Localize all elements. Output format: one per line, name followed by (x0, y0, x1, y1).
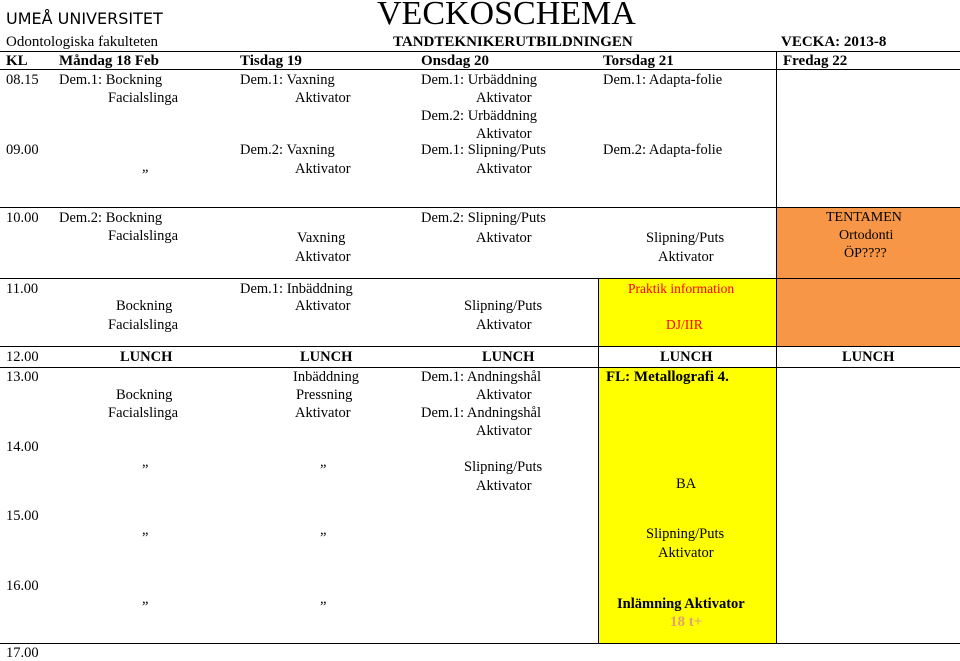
lunch-fri: LUNCH (842, 349, 895, 365)
day-header-tue: Tisdag 19 (240, 53, 302, 69)
thu-praktik-info: Praktik information (628, 281, 735, 296)
time-0900: 09.00 (6, 142, 39, 158)
wed-slipning-1100: Slipning/Puts (464, 298, 543, 314)
tue-aktivator-1300: Aktivator (295, 405, 351, 421)
wed-aktivator-1: Aktivator (476, 90, 532, 106)
tue-aktivator-2: Aktivator (295, 161, 351, 177)
time-1400: 14.00 (6, 439, 39, 455)
time-1500: 15.00 (6, 508, 39, 524)
wed-aktivator-1300-2: Aktivator (476, 423, 532, 439)
tue-ditto-1500: „ (320, 522, 327, 538)
mon-bockning-1100: Bockning (116, 298, 173, 314)
thu-slipning-1500: Slipning/Puts (646, 526, 725, 542)
mon-dem1-bockning: Dem.1: Bockning (59, 72, 163, 88)
wed-aktivator-1000: Aktivator (476, 230, 532, 246)
grid-line-11 (0, 278, 960, 279)
page-title: VECKOSCHEMA (377, 0, 636, 32)
lunch-tue: LUNCH (300, 349, 353, 365)
faculty-name: Odontologiska fakulteten (6, 34, 159, 50)
mon-ditto-1600: „ (142, 591, 149, 607)
time-1700: 17.00 (6, 645, 39, 661)
grid-line-header-2 (0, 69, 960, 70)
wed-aktivator-1100: Aktivator (476, 317, 532, 333)
fri-op: ÖP???? (844, 246, 887, 261)
thu-inlamning: Inlämning Aktivator (617, 596, 745, 612)
tue-ditto-1400: „ (320, 454, 327, 470)
thu-aktivator-1000: Aktivator (658, 249, 714, 265)
fri-tentamen: TENTAMEN (826, 210, 902, 225)
wed-dem2-urbaddning: Dem.2: Urbäddning (421, 108, 537, 124)
kl-header: KL (6, 53, 28, 69)
grid-line-10 (0, 207, 960, 208)
tue-inbaddning-1300: Inbäddning (293, 369, 360, 385)
lunch-thu: LUNCH (660, 349, 713, 365)
thu-ba: BA (676, 476, 697, 492)
time-1300: 13.00 (6, 369, 39, 385)
tue-aktivator-1: Aktivator (295, 90, 351, 106)
tue-aktivator-1000: Aktivator (295, 249, 351, 265)
tue-dem1-vaxning: Dem.1: Vaxning (240, 72, 335, 88)
thu-dem2-adapta: Dem.2: Adapta-folie (603, 142, 723, 158)
thu-dj-iir: DJ/IIR (666, 317, 703, 332)
grid-col-fri-left-lower (776, 367, 777, 643)
thu-aktivator-1500: Aktivator (658, 545, 714, 561)
tue-vaxning-1000: Vaxning (297, 230, 346, 246)
wed-aktivator-2: Aktivator (476, 126, 532, 142)
grid-line-13 (0, 367, 960, 368)
thu-dem1-adapta: Dem.1: Adapta-folie (603, 72, 723, 88)
wed-dem1-urbaddning: Dem.1: Urbäddning (421, 72, 537, 88)
time-1600: 16.00 (6, 578, 39, 594)
mon-facialslinga-2: Facialslinga (108, 228, 179, 244)
lunch-wed: LUNCH (482, 349, 535, 365)
wed-slipning-1400: Slipning/Puts (464, 459, 543, 475)
day-header-fri: Fredag 22 (783, 53, 848, 69)
yellow-block-thu (599, 278, 776, 643)
thu-slipning-1000: Slipning/Puts (646, 230, 725, 246)
wed-dem2-slipning: Dem.2: Slipning/Puts (421, 210, 546, 226)
tue-dem2-vaxning: Dem.2: Vaxning (240, 142, 335, 158)
wed-dem1-slipning: Dem.1: Slipning/Puts (421, 142, 546, 158)
wed-dem1-andningshal-1: Dem.1: Andningshål (421, 369, 542, 385)
wed-aktivator-0900: Aktivator (476, 161, 532, 177)
tue-pressning-1300: Pressning (296, 387, 353, 403)
tue-aktivator-1100: Aktivator (295, 298, 351, 314)
lunch-mon: LUNCH (120, 349, 173, 365)
grid-col-thu-left (598, 278, 599, 643)
day-header-thu: Torsdag 21 (603, 53, 674, 69)
grid-line-header-1 (0, 51, 960, 52)
day-header-mon: Måndag 18 Feb (59, 53, 160, 69)
time-1100: 11.00 (6, 281, 39, 297)
time-1000: 10.00 (6, 210, 39, 226)
mon-facialslinga-1300: Facialslinga (108, 405, 179, 421)
mon-bockning-1300: Bockning (116, 387, 173, 403)
grid-line-bottom (0, 643, 960, 644)
time-1200: 12.00 (6, 349, 39, 365)
thu-fl-metallografi: FL: Metallografi 4. (606, 369, 729, 385)
wed-dem1-andningshal-2: Dem.1: Andningshål (421, 405, 542, 421)
university-name: UMEÅ UNIVERSITET (6, 9, 163, 28)
day-header-wed: Onsdag 20 (421, 53, 489, 69)
fri-ortodonti: Ortodonti (839, 228, 894, 243)
mon-facialslinga-1100: Facialslinga (108, 317, 179, 333)
wed-aktivator-1400: Aktivator (476, 478, 532, 494)
tue-ditto-1600: „ (320, 591, 327, 607)
program-name: TANDTEKNIKERUTBILDNINGEN (393, 34, 633, 50)
week-label: VECKA: 2013-8 (781, 34, 887, 50)
grid-line-12 (0, 346, 960, 347)
time-0815: 08.15 (6, 72, 39, 88)
mon-dem2-bockning: Dem.2: Bockning (59, 210, 163, 226)
wed-aktivator-1300-1: Aktivator (476, 387, 532, 403)
thu-18t: 18 t+ (670, 614, 703, 630)
mon-ditto-1400: „ (142, 454, 149, 470)
tue-dem1-inbaddning: Dem.1: Inbäddning (240, 281, 353, 297)
mon-ditto-1500: „ (142, 522, 149, 538)
mon-facialslinga-1: Facialslinga (108, 90, 179, 106)
mon-ditto-0900: „ (142, 159, 149, 175)
